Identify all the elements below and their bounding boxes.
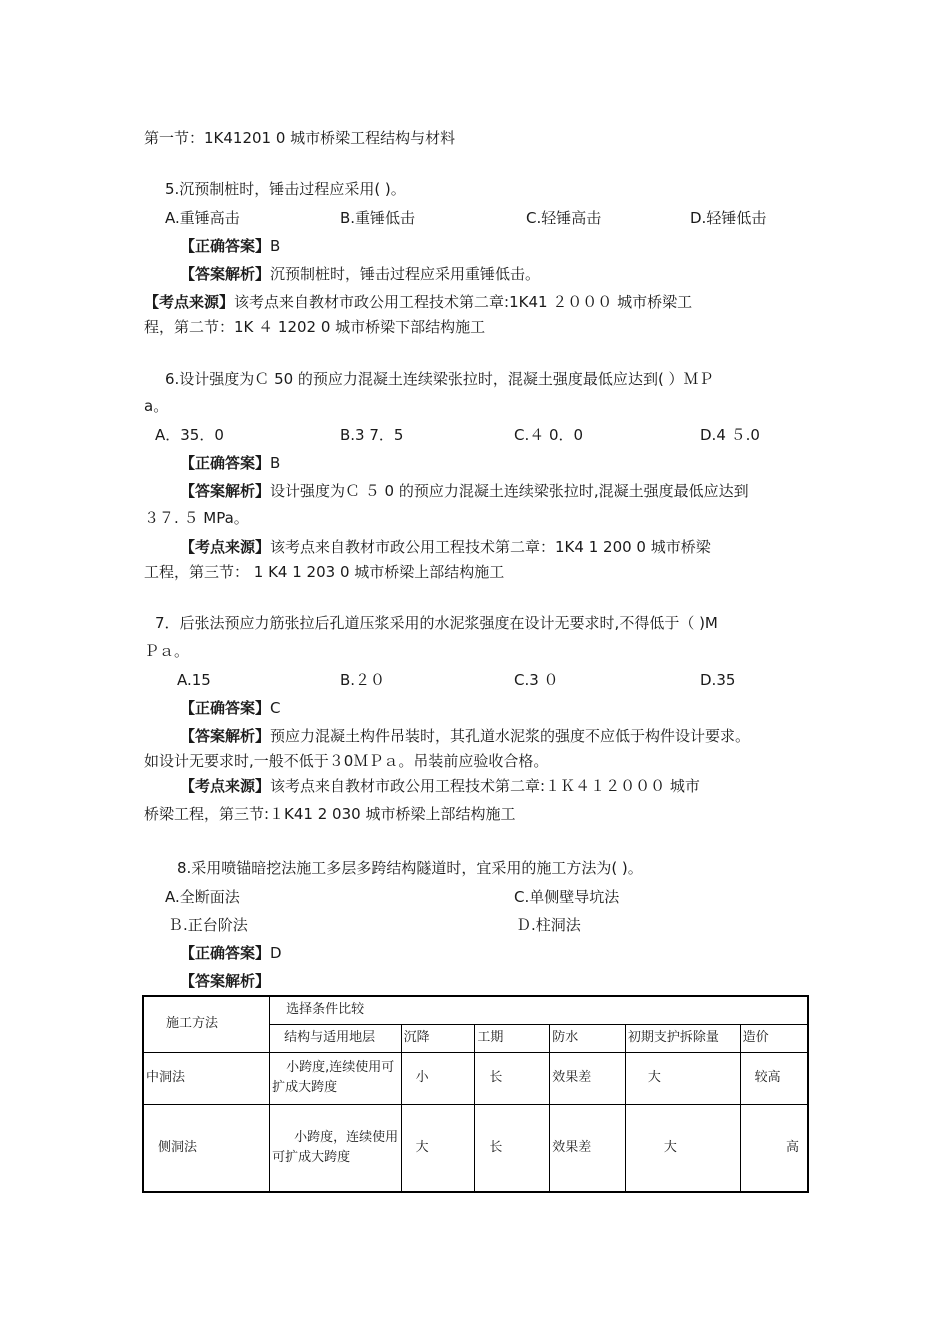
header-structure: 结构与适用地层 [270, 1024, 402, 1052]
source-text: 该考点来自教材市政公用工程技术第二章:1K41 ２０００ 城市桥梁工 [234, 293, 693, 311]
q6-source-line1 [180, 537, 711, 557]
analysis-label: 【答案解析】 [180, 727, 271, 745]
answer-value: B [270, 454, 281, 472]
answer-value: C [270, 699, 281, 717]
answer-label: 【正确答案】 [180, 699, 271, 717]
row-settlement: 大 [401, 1104, 475, 1192]
q7-source-line1 [180, 776, 700, 796]
q8-option-c: C.单侧壁导坑法 [514, 888, 620, 906]
answer-value: B [270, 237, 281, 255]
q8-option-b: Ｂ.正台阶法 [168, 916, 248, 934]
row-settlement: 小 [401, 1052, 475, 1104]
source-label: 【考点来源】 [180, 538, 271, 556]
q7-analysis-line1 [180, 726, 750, 746]
header-cost: 造价 [740, 1024, 808, 1052]
source-label: 【考点来源】 [180, 777, 271, 795]
q7-analysis-line2: 如设计无要求时,一般不低于３0ＭＰａ。吊装前应验收合格。 [144, 752, 549, 770]
q5-option-a: A.重锤高击 [165, 209, 240, 227]
header-method: 施工方法 [143, 996, 270, 1052]
q6-analysis-line1 [180, 481, 749, 501]
method-comparison-table [142, 995, 809, 1193]
source-text: 该考点来自教材市政公用工程技术第二章：1K4 1 200 0 城市桥梁 [270, 538, 711, 556]
question-7-stem-line2: Ｐａ。 [144, 642, 190, 660]
question-6-stem-line1: 6.设计强度为Ｃ 50 的预应力混凝土连续梁张拉时，混凝土强度最低应达到( ）ＭＰ [165, 370, 714, 388]
q5-option-d: D.轻锤低击 [690, 209, 767, 227]
q7-option-d: D.35 [700, 671, 736, 689]
row-structure: 小跨度,连续使用可扩成大跨度 [270, 1052, 402, 1104]
q6-answer [180, 453, 280, 473]
q7-option-b: B.２０ [340, 671, 386, 689]
q5-source-line2: 程，第二节：1K ４ 1202 0 城市桥梁下部结构施工 [144, 318, 486, 336]
answer-label: 【正确答案】 [180, 454, 271, 472]
header-group: 选择条件比较 [270, 996, 808, 1024]
q5-option-c: C.轻锤高击 [526, 209, 602, 227]
q8-analysis-label: 【答案解析】 [180, 972, 271, 990]
q6-option-b: B.3 7．5 [340, 426, 404, 444]
row-method: 侧洞法 [143, 1104, 270, 1192]
q7-option-c: C.3 ０ [514, 671, 559, 689]
question-5-stem: 5.沉预制桩时，锤击过程应采用( )。 [165, 180, 406, 198]
row-removal: 大 [625, 1052, 740, 1104]
q6-option-c: C.４ 0．0 [514, 426, 584, 444]
row-method: 中洞法 [143, 1052, 270, 1104]
question-8-stem: 8.采用喷锚暗挖法施工多层多跨结构隧道时，宜采用的施工方法为( )。 [177, 859, 643, 877]
source-text: 该考点来自教材市政公用工程技术第二章:１Ｋ４１２０００ 城市 [270, 777, 700, 795]
analysis-text: 沉预制桩时，锤击过程应采用重锤低击。 [270, 265, 541, 283]
q8-answer [180, 943, 282, 963]
q5-analysis [180, 264, 540, 284]
q6-option-a: A．35．0 [155, 426, 224, 444]
q5-option-b: B.重锤低击 [340, 209, 416, 227]
q5-source-line1 [144, 292, 692, 312]
q8-option-d: Ｄ.柱洞法 [516, 916, 581, 934]
section-heading: 第一节：1K41201 0 城市桥梁工程结构与材料 [144, 129, 456, 147]
row-structure: 小跨度，连续使用可扩成大跨度 [270, 1104, 402, 1192]
q7-option-a: A.15 [177, 671, 211, 689]
q8-option-a: A.全断面法 [165, 888, 240, 906]
row-waterproof: 效果差 [550, 1104, 626, 1192]
source-label: 【考点来源】 [144, 293, 235, 311]
header-period: 工期 [475, 1024, 550, 1052]
question-7-stem-line1: 7．后张法预应力筋张拉后孔道压浆采用的水泥浆强度在设计无要求时,不得低于（ )M [155, 614, 718, 632]
analysis-label: 【答案解析】 [180, 482, 271, 500]
row-waterproof: 效果差 [550, 1052, 626, 1104]
q6-source-line2: 工程，第三节： 1 K4 1 203 0 城市桥梁上部结构施工 [144, 563, 505, 581]
row-period: 长 [475, 1052, 550, 1104]
answer-label: 【正确答案】 [180, 237, 271, 255]
answer-label: 【正确答案】 [180, 944, 271, 962]
table-row [143, 1052, 808, 1104]
analysis-text: 预应力混凝土构件吊装时，其孔道水泥浆的强度不应低于构件设计要求。 [270, 727, 751, 745]
row-period: 长 [475, 1104, 550, 1192]
table-row [143, 1104, 808, 1192]
q6-option-d: D.4 ５.0 [700, 426, 760, 444]
answer-value: D [270, 944, 282, 962]
question-6-stem-line2: a。 [144, 397, 169, 415]
row-removal: 大 [625, 1104, 740, 1192]
header-waterproof: 防水 [550, 1024, 626, 1052]
header-settlement: 沉降 [401, 1024, 475, 1052]
header-removal: 初期支护拆除量 [625, 1024, 740, 1052]
row-cost: 较高 [740, 1052, 808, 1104]
analysis-label: 【答案解析】 [180, 265, 271, 283]
q7-source-line2: 桥梁工程，第三节:１K41 2 030 城市桥梁上部结构施工 [144, 805, 516, 823]
analysis-text: 设计强度为Ｃ ５ 0 的预应力混凝土连续梁张拉时,混凝土强度最低应达到 [270, 482, 749, 500]
q7-answer [180, 698, 281, 718]
q5-answer [180, 236, 280, 256]
q6-analysis-line2: ３７. ５ MPa。 [144, 509, 249, 527]
row-cost: 高 [740, 1104, 808, 1192]
